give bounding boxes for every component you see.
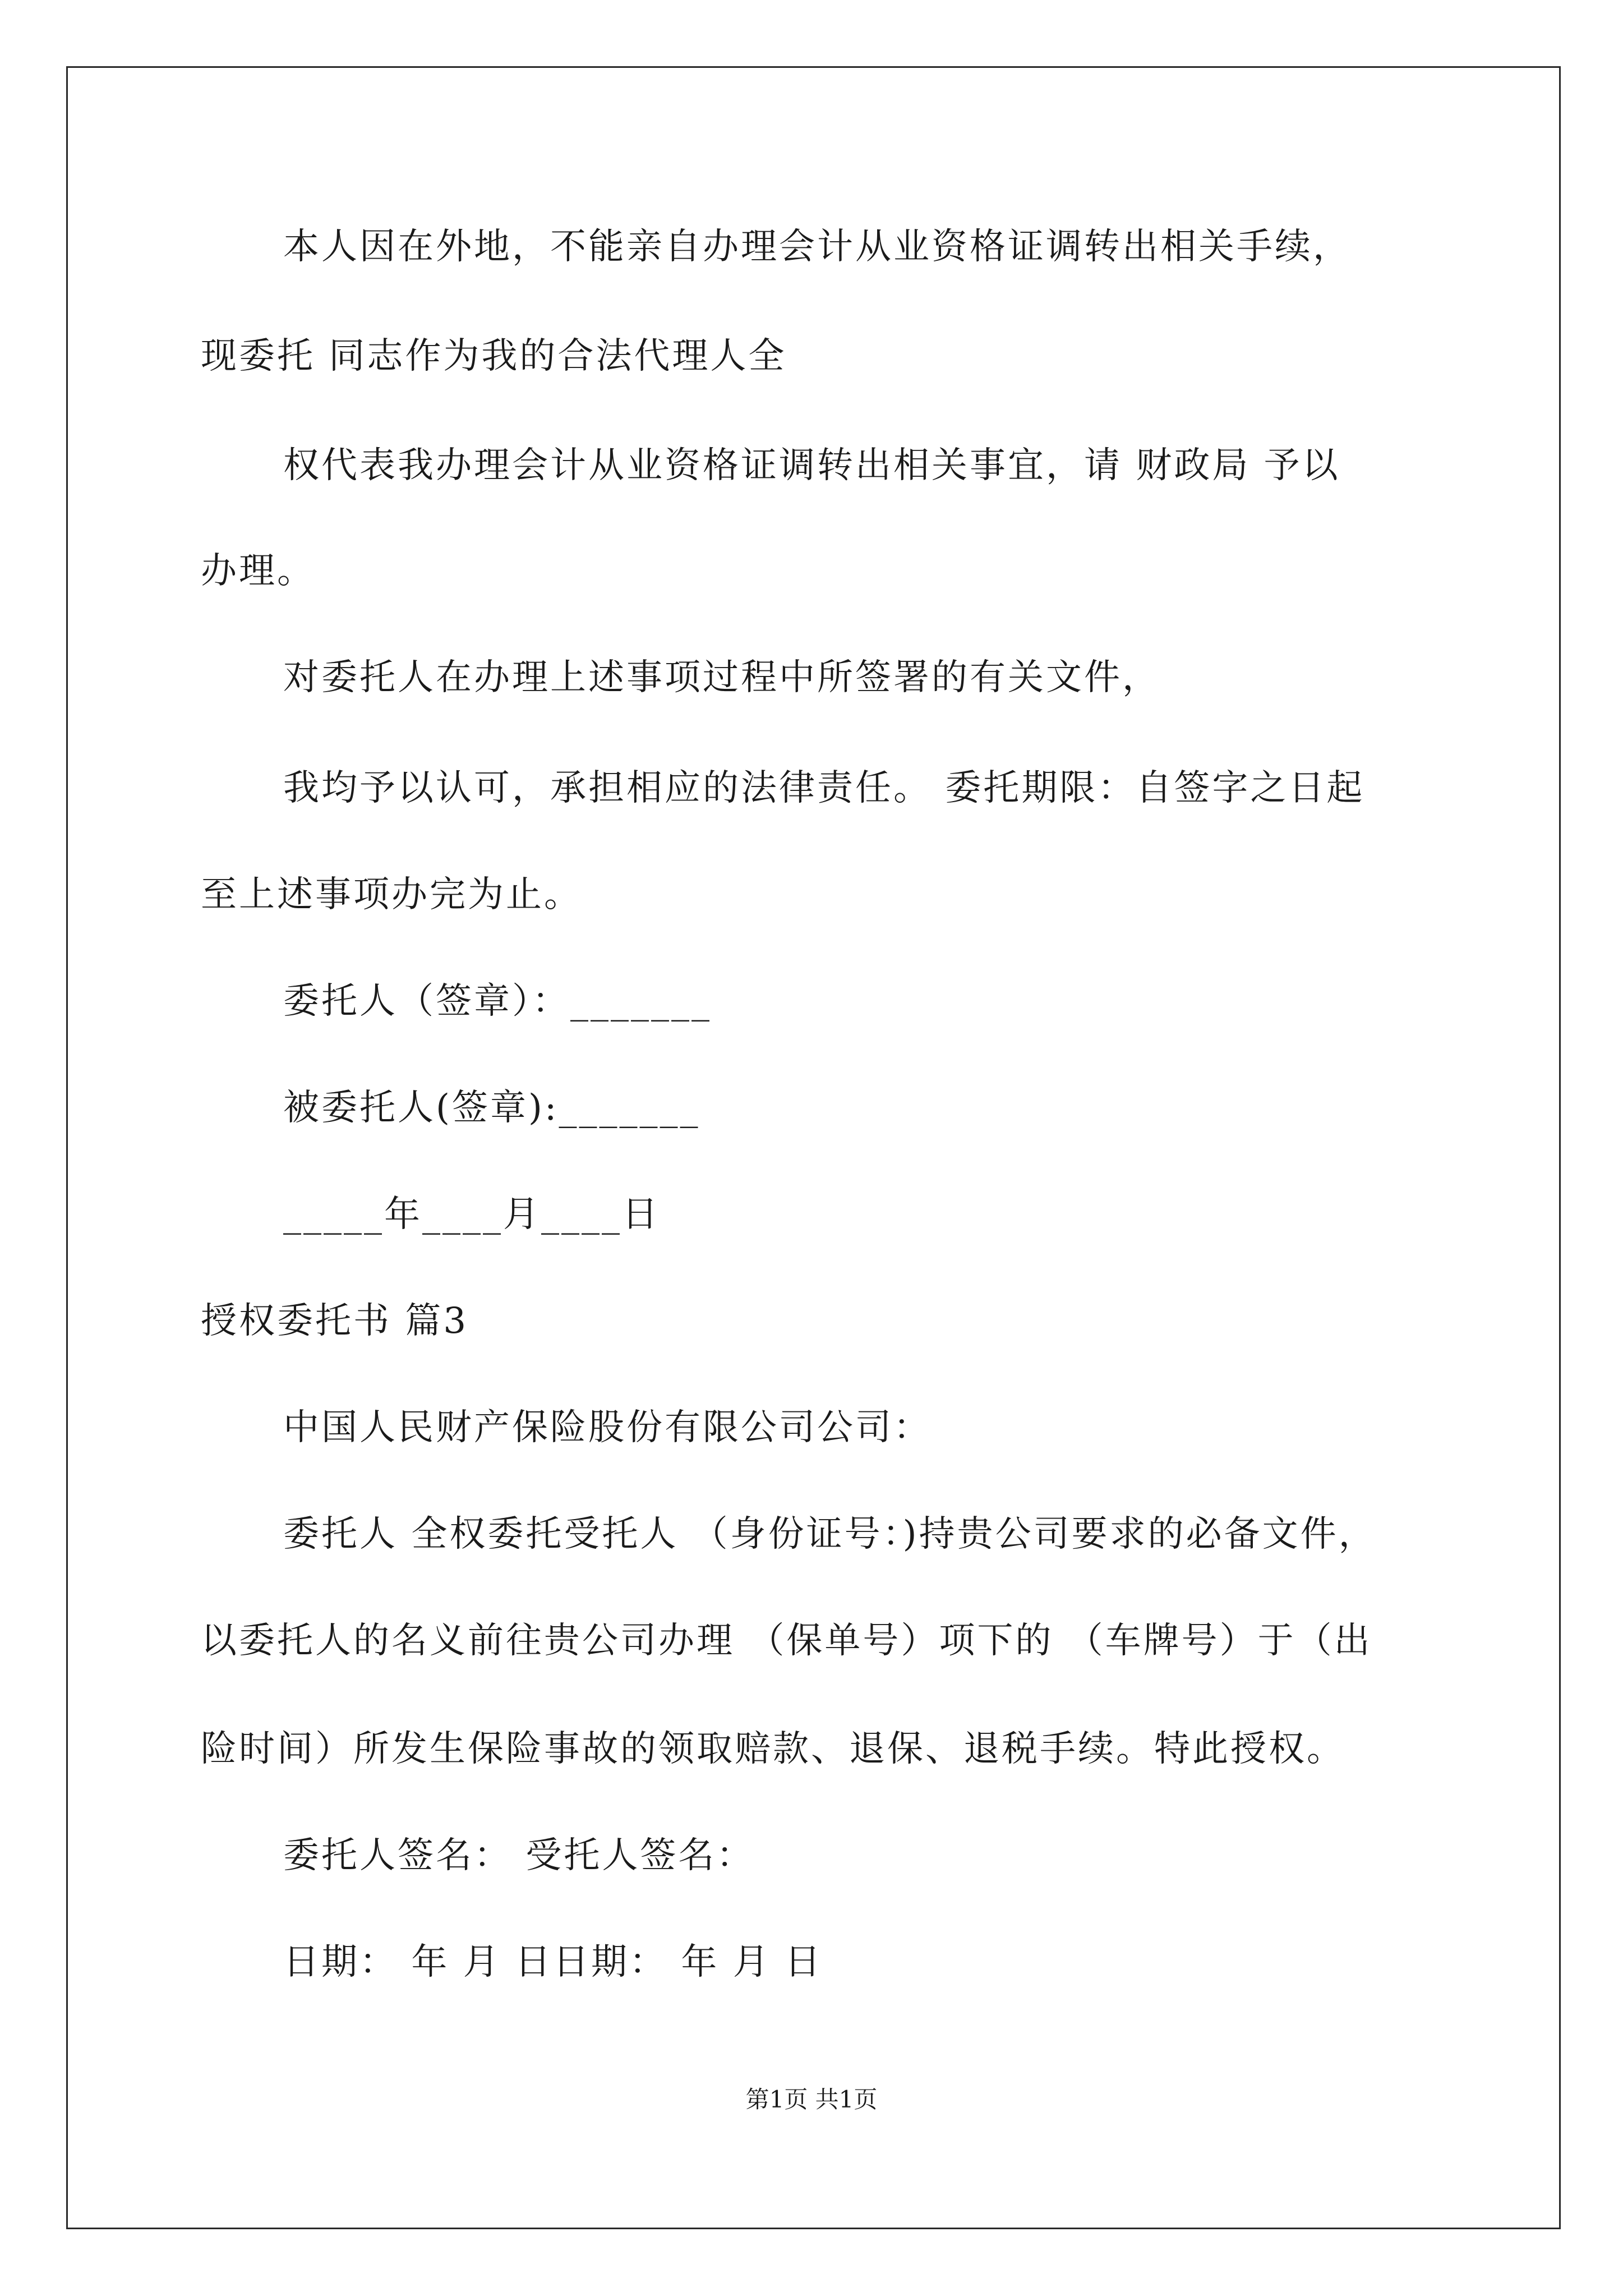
paragraph-line-4: 办理。 <box>201 550 315 592</box>
signatures-line: 委托人签名： 受托人签名： <box>283 1835 755 1876</box>
paragraph-line-14: 以委托人的名义前往贵公司办理 （保单号）项下的 （车牌号）于（出 <box>201 1620 1372 1662</box>
paragraph-line-7: 至上述事项办完为止。 <box>201 874 582 915</box>
dates-line: 日期： 年 月 日日期： 年 月 日 <box>283 1941 823 1983</box>
paragraph-line-3: 权代表我办理会计从业资格证调转出相关事宜，请 财政局 予以 <box>283 445 1340 486</box>
paragraph-line-13: 委托人 全权委托受托人 （身份证号：)持贵公司要求的必备文件， <box>283 1513 1377 1555</box>
paragraph-line-15: 险时间）所发生保险事故的领取赔款、退保、退税手续。特此授权。 <box>201 1728 1345 1770</box>
addressee-line: 中国人民财产保险股份有限公司公司： <box>283 1407 932 1448</box>
paragraph-line-6: 我均予以认可，承担相应的法律责任。 委托期限：自签字之日起 <box>283 767 1365 809</box>
paragraph-line-1: 本人因在外地，不能亲自办理会计从业资格证调转出相关手续， <box>283 226 1351 268</box>
date-line: _____年____月____日 <box>283 1194 660 1235</box>
paragraph-line-2: 现委托 同志作为我的合法代理人全 <box>201 335 787 377</box>
paragraph-line-5: 对委托人在办理上述事项过程中所签署的有关文件， <box>283 657 1160 698</box>
principal-signature-line: 委托人（签章）：_______ <box>283 981 712 1022</box>
page-number-footer: 第1页 共1页 <box>745 2086 878 2113</box>
page-border <box>66 66 1561 2229</box>
agent-signature-line: 被委托人(签章):_______ <box>283 1087 700 1129</box>
section-heading: 授权委托书 篇3 <box>201 1300 469 1342</box>
